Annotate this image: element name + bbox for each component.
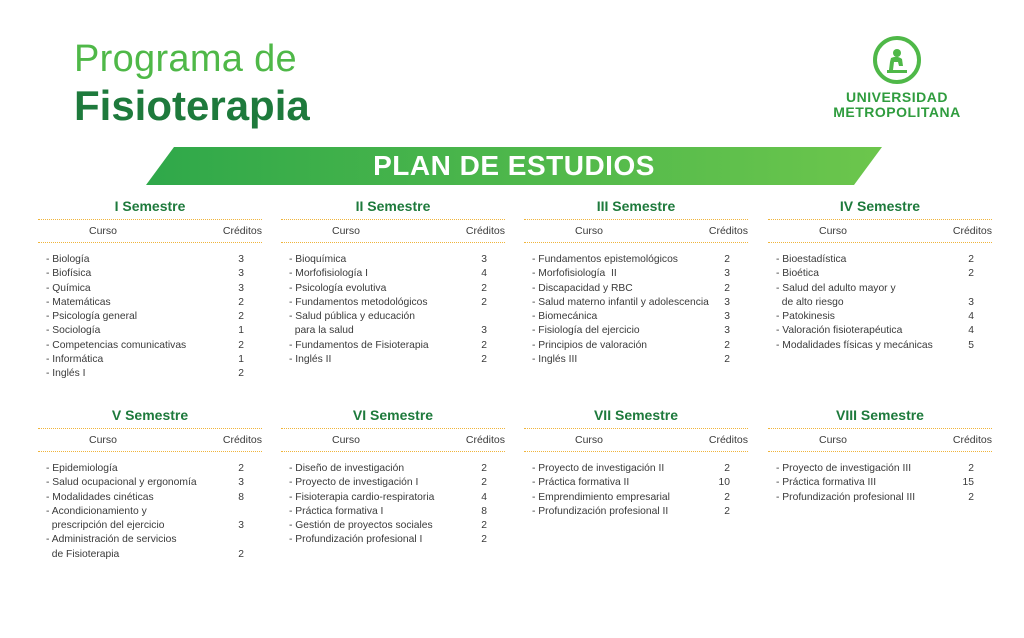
course-credits: 2: [968, 254, 974, 265]
course-row: [38, 310, 262, 324]
plan-banner: [146, 147, 882, 185]
course-name: - Profundización profesional I: [289, 534, 423, 546]
course-name: de Fisioterapia: [46, 548, 120, 560]
course-name: - Emprendimiento empresarial: [532, 491, 670, 503]
course-row: [281, 310, 505, 324]
course-name: - Salud ocupacional y ergonomía: [46, 477, 197, 489]
course-column-header: Curso: [331, 434, 360, 446]
course-row: [524, 476, 748, 490]
course-credits: 4: [968, 311, 974, 323]
course-row: [281, 462, 505, 476]
course-credits: 3: [724, 311, 730, 323]
course-name: de alto riesgo: [776, 296, 844, 308]
course-row: [281, 491, 505, 505]
course-credits: 2: [238, 339, 244, 351]
course-name: - Fundamentos de Fisioterapia: [289, 339, 429, 351]
course-row: [768, 491, 992, 505]
course-row: [768, 324, 992, 338]
course-row: [281, 505, 505, 519]
course-name: - Psicología evolutiva: [289, 282, 387, 294]
course-row: [524, 282, 748, 296]
thinker-seal-icon: [873, 36, 921, 84]
course-name: - Profundización profesional II: [532, 505, 669, 517]
course-row: [38, 367, 262, 381]
course-row: [38, 548, 262, 562]
course-credits: 3: [724, 296, 730, 308]
course-row: [524, 462, 748, 476]
course-credits: 2: [238, 368, 244, 380]
credits-column-header: Créditos: [708, 434, 748, 446]
semester-block: [524, 406, 748, 519]
course-list: [281, 253, 505, 367]
course-credits: 3: [238, 477, 244, 489]
course-row: [768, 253, 992, 267]
course-name: - Salud pública y educación: [289, 311, 415, 323]
course-row: [281, 324, 505, 338]
course-credits: 3: [724, 268, 730, 280]
course-list: [524, 253, 748, 367]
course-row: [38, 267, 262, 281]
university-logo: [826, 36, 968, 120]
course-name: - Informática: [46, 354, 104, 366]
course-credits: 2: [724, 339, 730, 351]
course-name: - Química: [46, 282, 91, 294]
course-name: - Práctica formativa I: [289, 505, 384, 517]
course-row: [281, 533, 505, 547]
course-name: - Práctica formativa II: [532, 477, 630, 489]
course-credits: [222, 505, 262, 519]
course-name: - Fisioterapia cardio-respiratoria: [289, 491, 435, 503]
course-row: [524, 339, 748, 353]
course-name: - Biología: [46, 254, 90, 265]
course-credits: 8: [481, 505, 487, 517]
course-row: [768, 282, 992, 296]
course-credits: 4: [968, 325, 974, 337]
semester-block: [768, 197, 992, 353]
course-list: [38, 462, 262, 562]
course-credits: 15: [962, 477, 974, 489]
course-row: [38, 339, 262, 353]
credits-column-header: Créditos: [222, 225, 262, 237]
column-header-row: [281, 220, 505, 242]
logo-text-line1: UNIVERSIDAD: [846, 89, 948, 105]
course-name: prescripción del ejercicio: [46, 520, 165, 532]
course-name: - Biofísica: [46, 268, 92, 280]
course-credits: 1: [238, 354, 244, 366]
semester-block: [281, 406, 505, 548]
course-row: [38, 533, 262, 547]
course-row: [524, 491, 748, 505]
course-name: - Fisiología del ejercicio: [532, 325, 640, 337]
course-credits: 4: [481, 491, 487, 503]
course-name: - Bioética: [776, 268, 819, 280]
course-name: - Modalidades cinéticas: [46, 491, 154, 503]
course-row: [38, 519, 262, 533]
course-row: [38, 296, 262, 310]
course-name: - Inglés I: [46, 368, 86, 380]
credits-column-header: Créditos: [708, 225, 748, 237]
semester-title: III Semestre: [596, 198, 676, 214]
course-column-header: Curso: [88, 225, 117, 237]
course-row: [281, 353, 505, 367]
credits-column-header: Créditos: [465, 225, 505, 237]
course-row: [768, 310, 992, 324]
course-credits: 2: [481, 282, 487, 294]
credits-column-header: Créditos: [222, 434, 262, 446]
column-header-row: [38, 429, 262, 451]
course-list: [768, 253, 992, 353]
course-name: - Morfofisiología I: [289, 268, 368, 280]
course-credits: 3: [968, 296, 974, 308]
course-credits: 2: [238, 311, 244, 323]
course-row: [281, 519, 505, 533]
course-name: para la salud: [289, 325, 354, 337]
course-name: - Proyecto de investigación I: [289, 477, 419, 489]
course-credits: 3: [481, 254, 487, 265]
course-row: [768, 267, 992, 281]
course-column-header: Curso: [574, 434, 603, 446]
course-row: [38, 324, 262, 338]
course-credits: [952, 282, 992, 296]
course-credits: 10: [718, 477, 730, 489]
course-row: [768, 296, 992, 310]
divider: [38, 242, 262, 243]
course-name: - Modalidades físicas y mecánicas: [776, 339, 933, 351]
course-name: - Bioquímica: [289, 254, 347, 265]
course-list: [281, 462, 505, 548]
course-name: - Patokinesis: [776, 311, 835, 323]
course-credits: 2: [481, 463, 487, 474]
course-row: [281, 282, 505, 296]
semester-block: [524, 197, 748, 367]
course-credits: 1: [238, 325, 244, 337]
course-credits: 3: [238, 520, 244, 532]
course-row: [38, 462, 262, 476]
course-credits: 2: [724, 505, 730, 517]
course-credits: 2: [968, 491, 974, 503]
course-row: [281, 296, 505, 310]
divider: [281, 451, 505, 452]
course-row: [38, 353, 262, 367]
course-credits: 4: [481, 268, 487, 280]
course-name: - Inglés III: [532, 354, 578, 366]
course-row: [38, 282, 262, 296]
course-row: [38, 491, 262, 505]
course-credits: [465, 310, 505, 324]
course-name: - Biomecánica: [532, 311, 598, 323]
semester-title: II Semestre: [355, 198, 431, 214]
course-name: - Morfofisiología II: [532, 268, 617, 280]
program-title-line1: Programa de: [74, 38, 297, 80]
course-credits: 5: [968, 339, 974, 351]
course-name: - Epidemiología: [46, 463, 118, 474]
course-credits: 2: [724, 463, 730, 474]
course-name: - Salud del adulto mayor y: [776, 282, 896, 294]
semester-block: [768, 406, 992, 505]
course-name: - Fundamentos metodológicos: [289, 296, 428, 308]
course-credits: 2: [238, 296, 244, 308]
course-name: - Proyecto de investigación II: [532, 463, 665, 474]
course-name: - Matemáticas: [46, 296, 111, 308]
course-credits: 2: [724, 282, 730, 294]
course-credits: [222, 533, 262, 547]
course-credits: 2: [481, 520, 487, 532]
course-credits: 3: [481, 325, 487, 337]
course-name: - Principios de valoración: [532, 339, 648, 351]
semester-block: [281, 197, 505, 367]
course-row: [768, 462, 992, 476]
course-row: [281, 339, 505, 353]
semester-title: VI Semestre: [352, 407, 434, 423]
course-row: [524, 505, 748, 519]
course-credits: 3: [238, 254, 244, 265]
course-credits: 2: [481, 354, 487, 366]
divider: [38, 451, 262, 452]
course-name: - Bioestadística: [776, 254, 847, 265]
course-name: - Práctica formativa III: [776, 477, 877, 489]
course-row: [524, 296, 748, 310]
divider: [524, 451, 748, 452]
column-header-row: [38, 220, 262, 242]
course-column-header: Curso: [331, 225, 360, 237]
course-name: - Salud materno infantil y adolescencia: [532, 296, 709, 308]
course-column-header: Curso: [88, 434, 117, 446]
course-name: - Psicología general: [46, 311, 138, 323]
program-title-line2: Fisioterapia: [74, 82, 310, 129]
credits-column-header: Créditos: [952, 225, 992, 237]
semester-title: VIII Semestre: [836, 407, 924, 423]
course-credits: 2: [968, 463, 974, 474]
course-name: - Discapacidad y RBC: [532, 282, 633, 294]
course-row: [281, 267, 505, 281]
course-row: [768, 476, 992, 490]
course-credits: 2: [481, 339, 487, 351]
course-credits: 2: [724, 254, 730, 265]
course-list: [768, 462, 992, 505]
course-name: - Gestión de proyectos sociales: [289, 520, 433, 532]
logo-text-line2: METROPOLITANA: [833, 104, 961, 120]
course-name: - Diseño de investigación: [289, 463, 405, 474]
course-name: - Inglés II: [289, 354, 332, 366]
course-row: [524, 310, 748, 324]
column-header-row: [768, 429, 992, 451]
course-row: [38, 505, 262, 519]
course-credits: 8: [238, 491, 244, 503]
course-row: [38, 476, 262, 490]
plan-banner-label: PLAN DE ESTUDIOS: [373, 150, 655, 181]
semester-block: [38, 197, 262, 382]
course-credits: 2: [724, 491, 730, 503]
course-credits: 2: [238, 548, 244, 560]
course-credits: 2: [968, 268, 974, 280]
divider: [281, 242, 505, 243]
course-list: [524, 462, 748, 519]
divider: [768, 242, 992, 243]
semester-title: V Semestre: [111, 407, 189, 423]
divider: [768, 451, 992, 452]
course-name: - Competencias comunicativas: [46, 339, 187, 351]
course-row: [38, 253, 262, 267]
course-row: [524, 267, 748, 281]
column-header-row: [768, 220, 992, 242]
course-list: [38, 253, 262, 382]
course-column-header: Curso: [818, 225, 847, 237]
course-name: - Valoración fisioterapéutica: [776, 325, 903, 337]
course-row: [281, 476, 505, 490]
course-row: [524, 353, 748, 367]
course-credits: 2: [481, 477, 487, 489]
semester-title: IV Semestre: [839, 198, 921, 214]
column-header-row: [281, 429, 505, 451]
course-name: - Fundamentos epistemológicos: [532, 254, 678, 265]
course-credits: 3: [238, 268, 244, 280]
course-name: - Profundización profesional III: [776, 491, 916, 503]
course-credits: 3: [238, 282, 244, 294]
course-credits: 2: [481, 296, 487, 308]
course-credits: 2: [481, 534, 487, 546]
course-name: - Acondicionamiento y: [46, 505, 147, 517]
course-name: - Proyecto de investigación III: [776, 463, 912, 474]
semester-title: I Semestre: [114, 198, 186, 214]
course-credits: 2: [238, 463, 244, 474]
semester-block: [38, 406, 262, 562]
semester-title: VII Semestre: [593, 407, 679, 423]
course-column-header: Curso: [574, 225, 603, 237]
course-credits: 2: [724, 354, 730, 366]
course-row: [524, 324, 748, 338]
divider: [524, 242, 748, 243]
course-column-header: Curso: [818, 434, 847, 446]
course-credits: 3: [724, 325, 730, 337]
course-name: - Administración de servicios: [46, 534, 177, 546]
course-row: [768, 339, 992, 353]
course-row: [281, 253, 505, 267]
course-row: [524, 253, 748, 267]
column-header-row: [524, 220, 748, 242]
column-header-row: [524, 429, 748, 451]
credits-column-header: Créditos: [465, 434, 505, 446]
credits-column-header: Créditos: [952, 434, 992, 446]
course-name: - Sociología: [46, 325, 101, 337]
